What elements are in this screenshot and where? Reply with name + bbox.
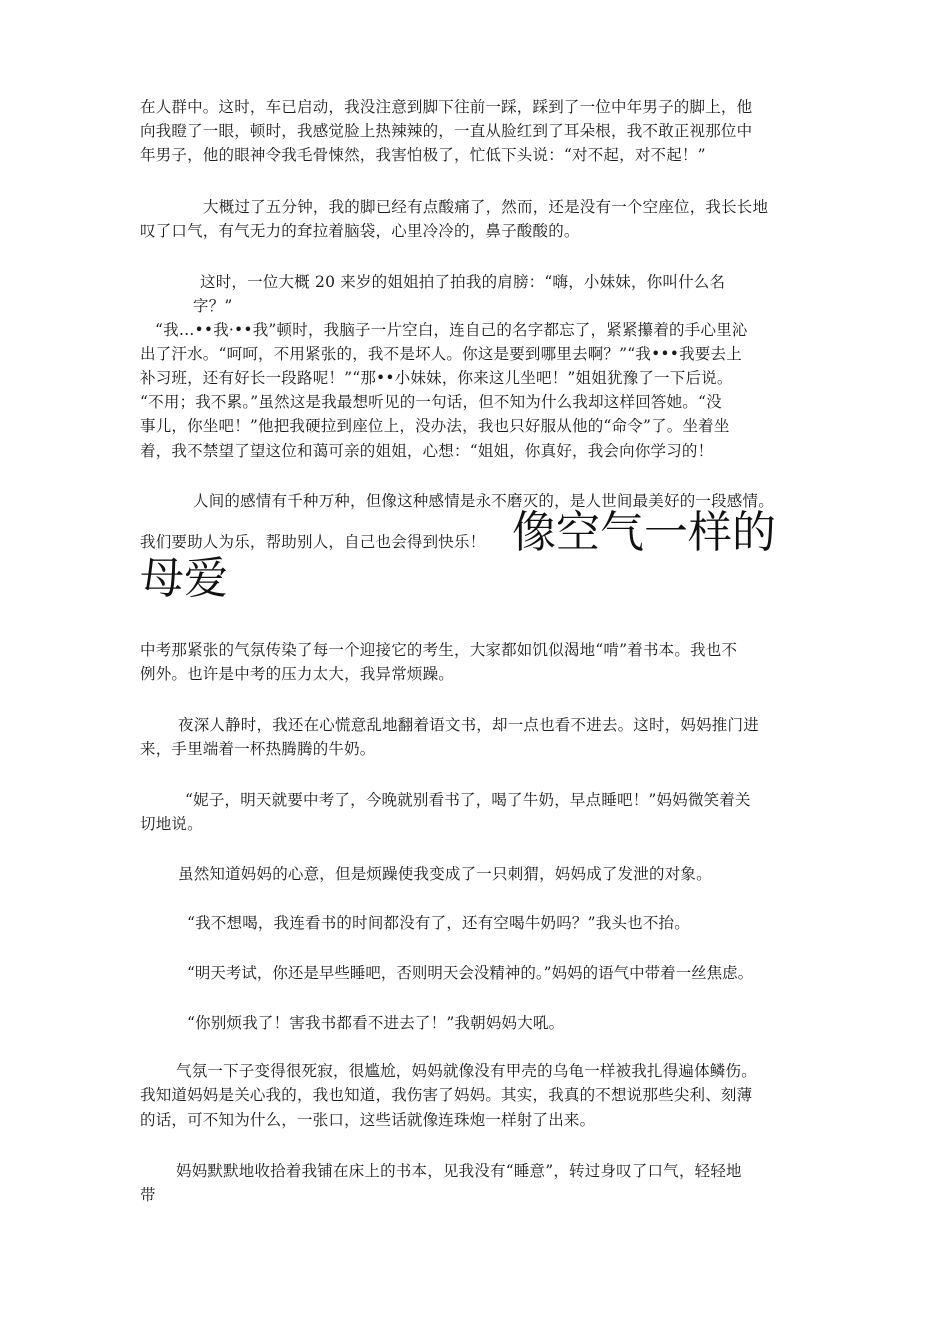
story1-p1-line1: 在人群中。这时，车已启动，我没注意到脚下往前一踩，踩到了一位中年男子的脚上，他 [140, 98, 753, 116]
story2-p8-line3: 的话，可不知为什么，一张口，这些话就像连珠炮一样射了出来。 [140, 1111, 596, 1129]
story1-p4-line3: 补习班，还有好长一段路呢！”“那••小妹妹，你来这儿坐吧！”姐姐犹豫了一下后说。 [140, 369, 733, 387]
story1-p5-line1: 人间的感情有千种万种，但像这种感情是永不磨灭的，是人世间最美好的一段感情。 [193, 492, 774, 510]
story2-p1-line1: 中考那紧张的气氛传染了每一个迎接它的考生，大家都如饥似渴地“啃”着书本。我也不 [140, 641, 738, 659]
story1-p4-line1: “我…••我·••我”顿时，我脑子一片空白，连自己的名字都忘了，紧紧攥着的手心里沁 [155, 321, 748, 339]
story2-p3-line1: “妮子，明天就要中考了，今晚就别看书了，喝了牛奶，早点睡吧！”妈妈微笑着关 [185, 791, 751, 809]
story2-p4-line1: 虽然知道妈妈的心意，但是烦躁使我变成了一只刺猬，妈妈成了发泄的对象。 [178, 865, 712, 883]
story2-p8-line2: 我知道妈妈是关心我的，我也知道，我伤害了妈妈。其实，我真的不想说那些尖利、刻薄 [140, 1086, 753, 1104]
story1-p4-line5: 事儿，你坐吧！”他把我硬拉到座位上，没办法，我也只好服从他的“命令”了。坐着坐 [140, 417, 730, 435]
story2-p6-line1: “明天考试，你还是早些睡吧，否则明天会没精神的。”妈妈的语气中带着一丝焦虑。 [187, 964, 754, 982]
story1-p3-line1: 这时，一位大概 20 来岁的姐姐拍了拍我的肩膀：“嗨，小妹妹，你叫什么名 [200, 273, 726, 291]
story1-p1-line3: 年男子，他的眼神令我毛骨悚然，我害怕极了，忙低下头说：“对不起，对不起！” [140, 146, 706, 164]
story2-p7-line1: “你别烦我了！害我书都看不进去了！”我朝妈妈大吼。 [187, 1014, 565, 1032]
story1-p4-line2: 出了汗水。“呵呵，不用紧张的，我不是坏人。你这是要到哪里去啊？”“我•••我要去上 [140, 345, 742, 363]
story2-p8-line1: 气氛一下子变得很死寂，很尴尬，妈妈就像没有甲壳的乌龟一样被我扎得遍体鳞伤。 [176, 1062, 757, 1080]
story1-p4-line6: 着，我不禁望了望这位和蔼可亲的姐姐，心想：“姐姐，你真好，我会向你学习的！ [140, 442, 714, 460]
story2-p1-line2: 例外。也许是中考的压力太大，我异常烦躁。 [140, 665, 455, 683]
title-part1: 像空气一样的 [512, 507, 776, 558]
story2-p2-line1: 夜深人静时，我还在心慌意乱地翻着语文书，却一点也看不进去。这时，妈妈推门进 [178, 716, 759, 734]
story1-p4-line4: “不用；我不累。”虽然这是我最想听见的一句话，但不知为什么我却这样回答她。“没 [140, 393, 722, 411]
story1-p5-line2: 我们要助人为乐，帮助别人，自己也会得到快乐！ [140, 533, 486, 551]
story1-p2-line2: 叹了口气，有气无力的耷拉着脑袋，心里冷冷的，鼻子酸酸的。 [140, 222, 580, 240]
story2-p9-line1: 妈妈默默地收拾着我铺在床上的书本，见我没有“睡意”，转过身叹了口气，轻轻地 [176, 1162, 742, 1180]
story1-p2-line1: 大概过了五分钟，我的脚已经有点酸痛了，然而，还是没有一个空座位，我长长地 [203, 198, 769, 216]
story2-p5-line1: “我不想喝，我连看书的时间都没有了，还有空喝牛奶吗？”我头也不抬。 [187, 914, 690, 932]
story2-p9-line2: 带 [140, 1186, 156, 1204]
story2-p2-line2: 来，手里端着一杯热腾腾的牛奶。 [140, 740, 376, 758]
story1-p1-line2: 向我瞪了一眼，顿时，我感觉脸上热辣辣的，一直从脸红到了耳朵根，我不敢正视那位中 [140, 122, 753, 140]
story1-p3-line2: 字？” [193, 297, 233, 315]
title-part2: 母爱 [140, 553, 228, 604]
story2-p3-line2: 切地说。 [140, 815, 203, 833]
